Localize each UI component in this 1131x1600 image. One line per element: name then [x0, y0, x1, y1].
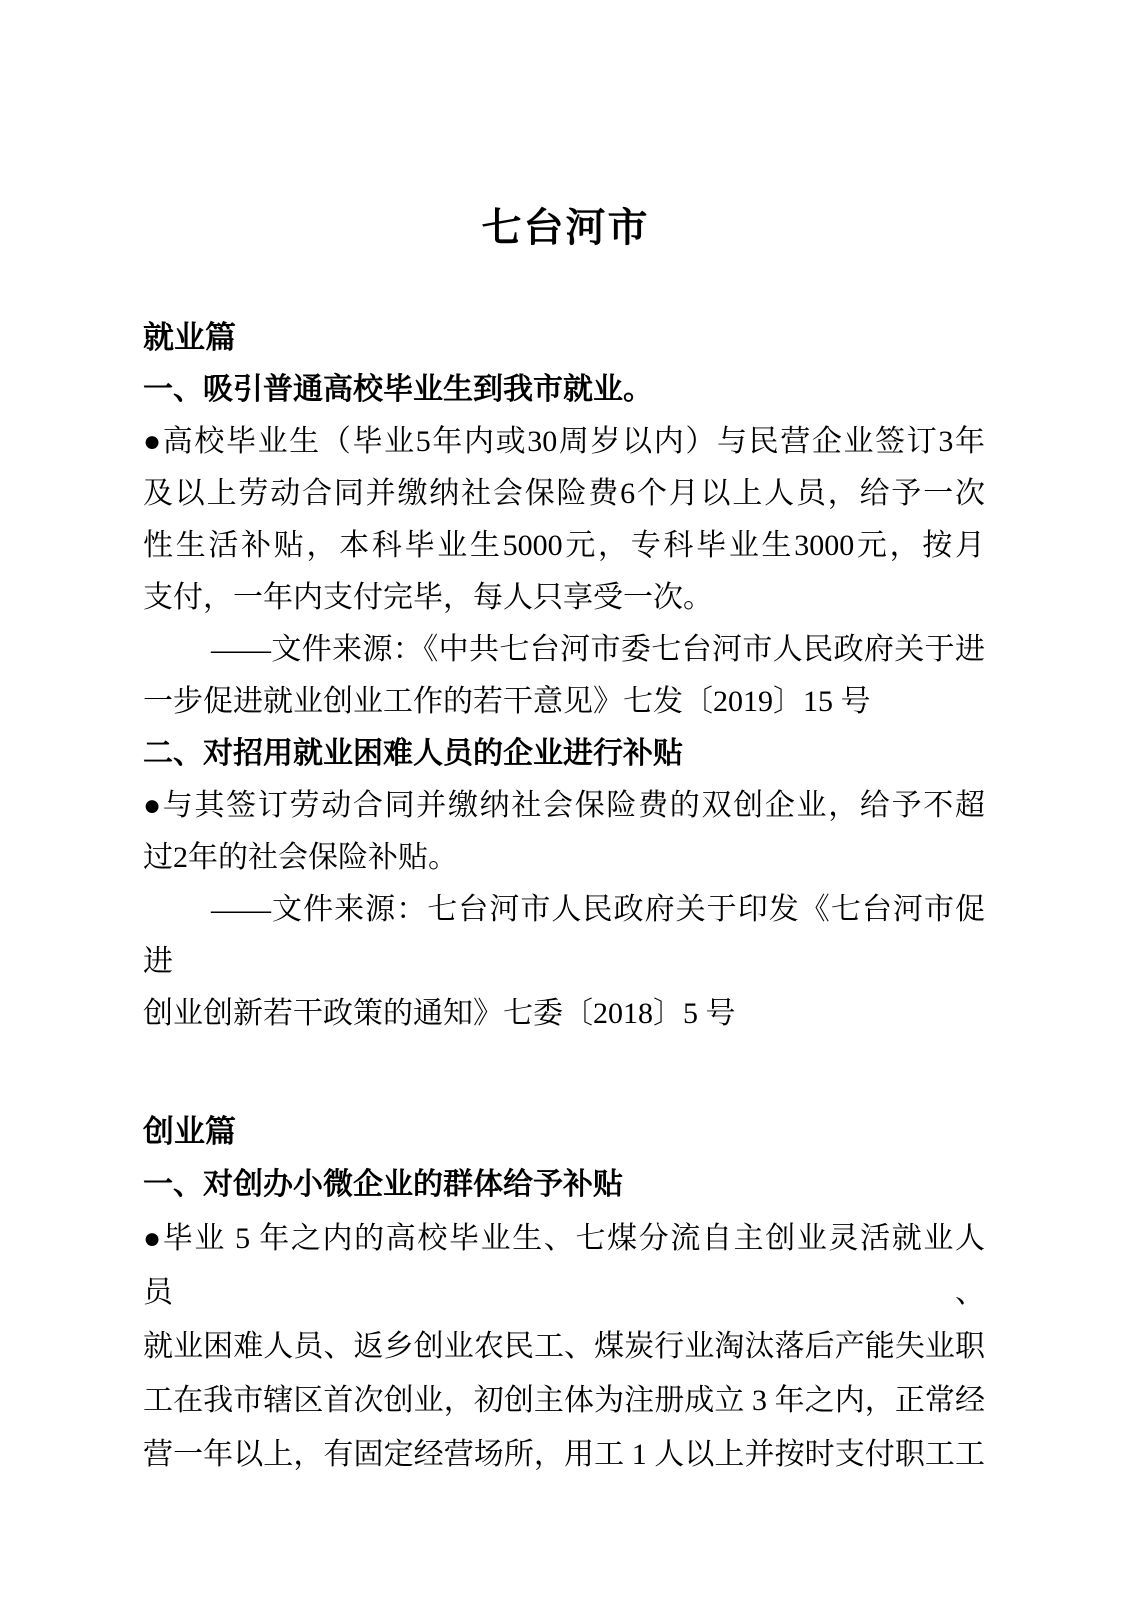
entrepreneurship-item1-body-line: 就业困难人员、返乡创业农民工、煤炭行业淘汰落后产能失业职	[143, 1330, 985, 1363]
section-heading-employment: 就业篇	[143, 320, 236, 355]
entrepreneurship-item1-body-line: 工在我市辖区首次创业，初创主体为注册成立 3 年之内，正常经	[143, 1384, 985, 1417]
entrepreneurship-item1-heading: 一、对创办小微企业的群体给予补贴	[143, 1168, 623, 1201]
employment-item2-body-line: 过2年的社会保险补贴。	[143, 841, 458, 874]
employment-item2-body-line: ●与其签订劳动合同并缴纳社会保险费的双创企业，给予不超	[143, 789, 985, 822]
employment-item1-body-line: 性生活补贴，本科毕业生5000元，专科毕业生3000元，按月	[143, 529, 985, 562]
employment-item1-source-line: 一步促进就业创业工作的若干意见》七发〔2019〕15 号	[143, 685, 871, 718]
employment-item1-source-line: ——文件来源：《中共七台河市委七台河市人民政府关于进	[211, 633, 985, 666]
entrepreneurship-item1-body-line: 营一年以上，有固定经营场所，用工 1 人以上并按时支付职工工	[143, 1438, 985, 1471]
employment-item1-heading: 一、吸引普通高校毕业生到我市就业。	[143, 373, 653, 406]
page-title: 七台河市	[481, 205, 650, 250]
employment-item1-body-line: ●高校毕业生（毕业5年内或30周岁以内）与民营企业签订3年	[143, 425, 985, 458]
document-body	[143, 312, 985, 1482]
entrepreneurship-section	[143, 1106, 985, 1482]
employment-item2-source-line: ——文件来源：七台河市人民政府关于印发《七台河市促进	[143, 893, 985, 978]
employment-item1-body-line: 及以上劳动合同并缴纳社会保险费6个月以上人员，给予一次	[143, 477, 985, 510]
employment-item2-heading: 二、对招用就业困难人员的企业进行补贴	[143, 737, 683, 770]
section-heading-entrepreneurship: 创业篇	[143, 1114, 236, 1149]
entrepreneurship-item1-body-line: ●毕业 5 年之内的高校毕业生、七煤分流自主创业灵活就业人员、	[143, 1222, 985, 1309]
employment-item1-body-line: 支付，一年内支付完毕，每人只享受一次。	[143, 581, 713, 614]
employment-item2-source-line: 创业创新若干政策的通知》七委〔2018〕5 号	[143, 997, 736, 1030]
